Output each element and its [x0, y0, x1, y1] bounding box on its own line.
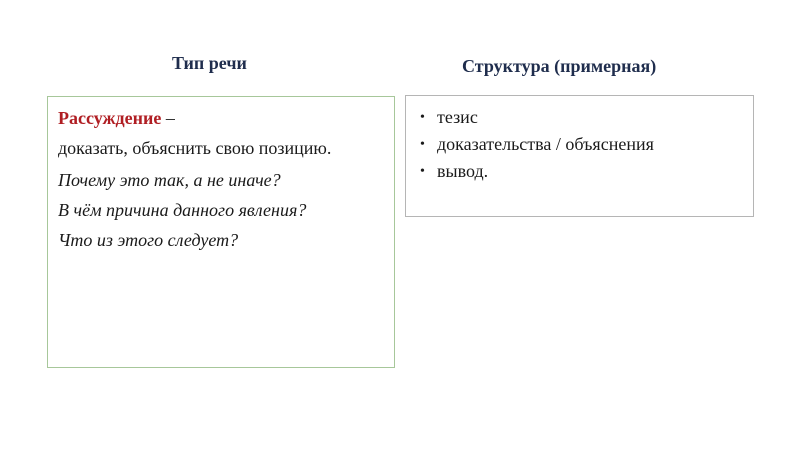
term-text: Рассуждение	[58, 108, 162, 128]
speech-type-box	[47, 96, 395, 368]
definition-text: доказать, объяснить свою позицию.	[58, 138, 332, 158]
question-3: Что из этого следует?	[58, 230, 239, 250]
term-dash: –	[161, 108, 175, 128]
bullet-icon: •	[420, 164, 425, 179]
list-item	[420, 131, 743, 158]
structure-list	[420, 104, 743, 185]
list-item	[420, 104, 743, 131]
structure-heading: Структура (примерная)	[462, 56, 657, 76]
bullet-icon: •	[420, 137, 425, 152]
list-item	[420, 158, 743, 185]
structure-box	[405, 95, 754, 217]
list-item-text: вывод.	[437, 161, 489, 181]
bullet-icon: •	[420, 110, 425, 125]
question-1: Почему это так, а не иначе?	[58, 170, 281, 190]
term-line	[58, 107, 384, 129]
list-item-text: тезис	[437, 107, 478, 127]
question-2: В чём причина данного явления?	[58, 200, 307, 220]
speech-type-heading: Тип речи	[172, 53, 247, 73]
list-item-text: доказательства / объяснения	[437, 134, 654, 154]
